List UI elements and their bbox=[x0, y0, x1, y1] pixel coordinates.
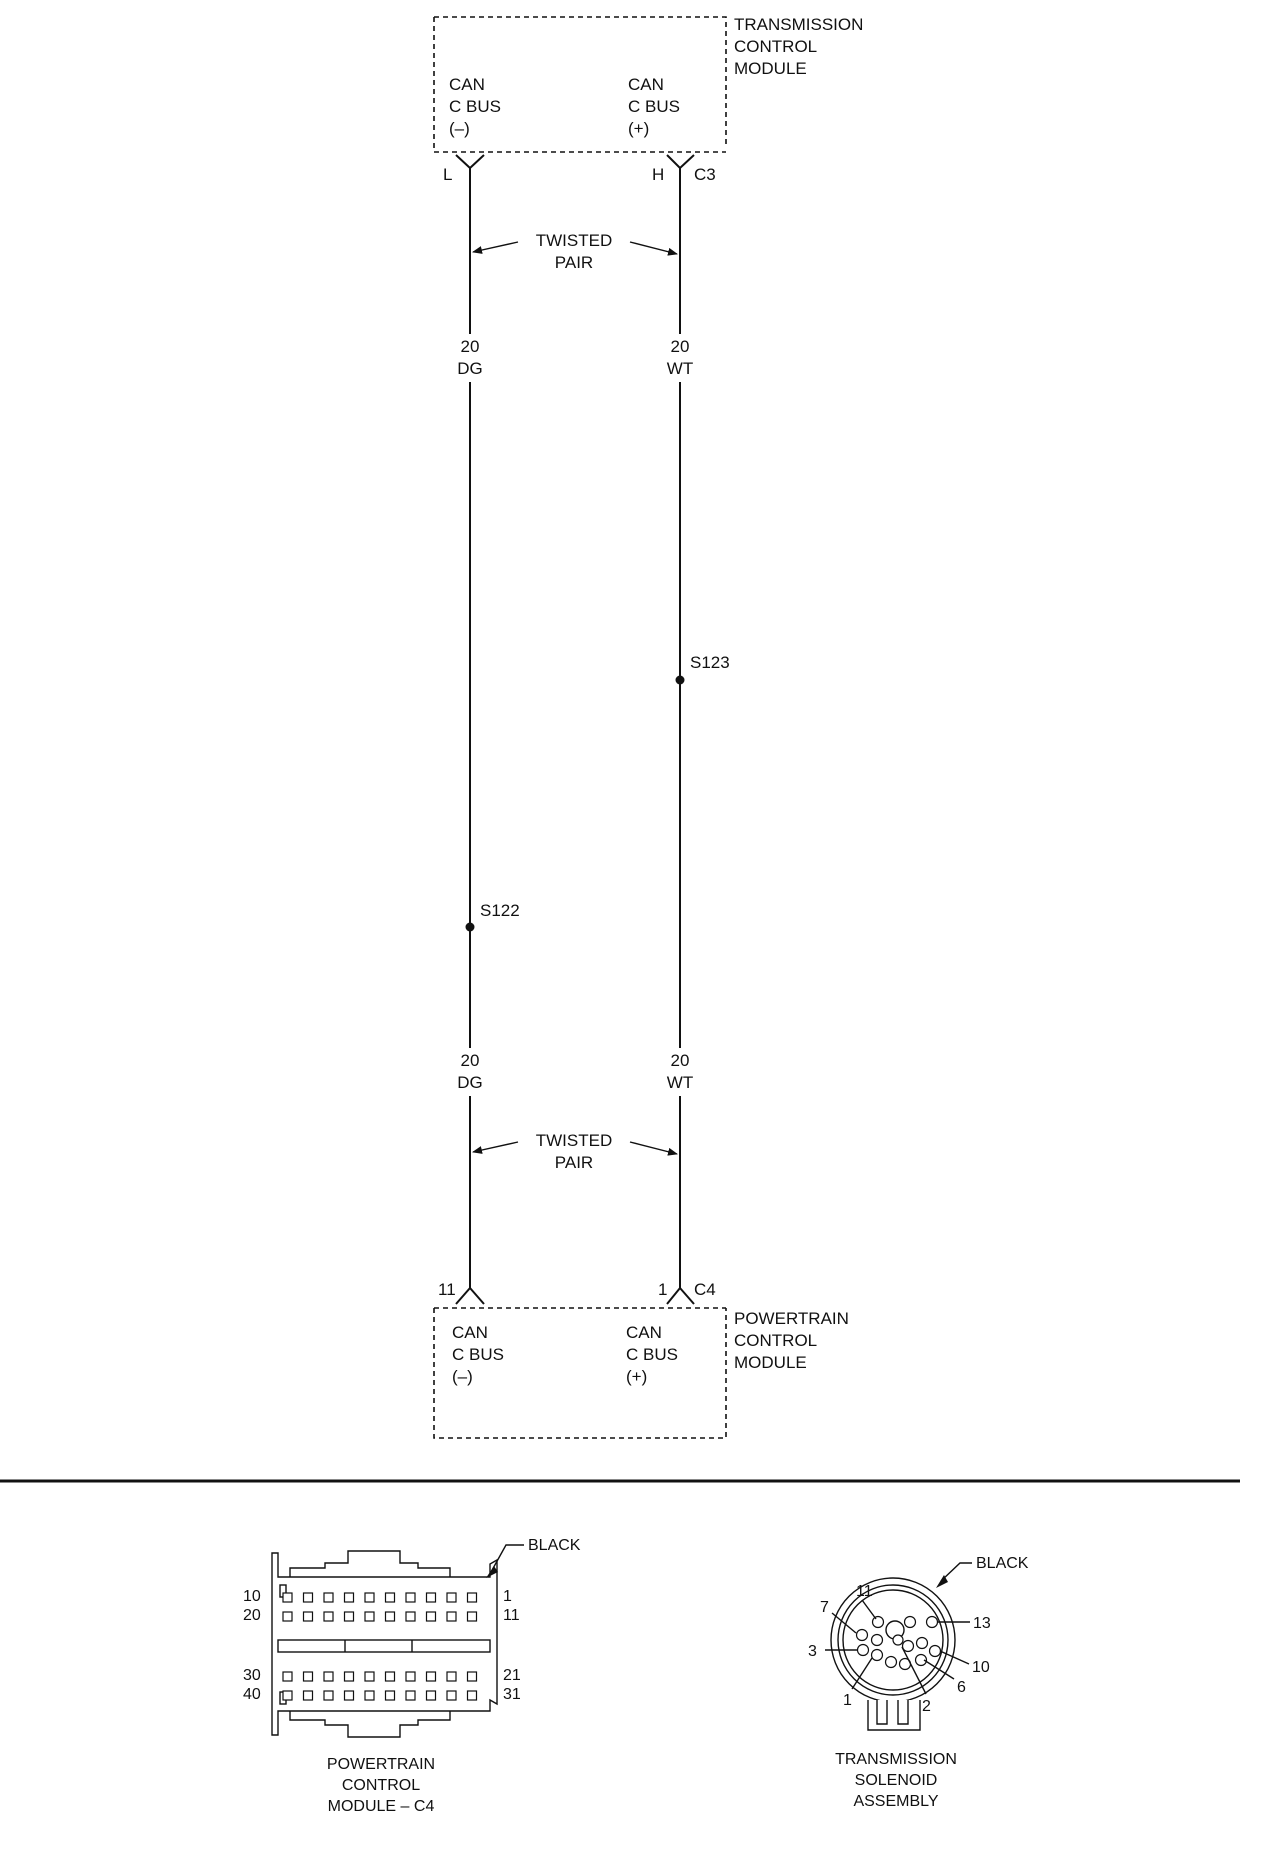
splice-s122-dot bbox=[466, 923, 475, 932]
pcm-c4-pin-cavity bbox=[406, 1691, 415, 1700]
tcm-right-pin-line2: C BUS bbox=[628, 97, 680, 116]
pcm-c4-row-label-10: 10 bbox=[243, 1588, 261, 1605]
twisted-pair-upper-arrow-right bbox=[630, 242, 677, 254]
pcm-c4-color-arrowhead bbox=[486, 1566, 498, 1578]
tcm-right-pin-line1: CAN bbox=[628, 75, 664, 94]
pcm-c4-row-label-40: 40 bbox=[243, 1686, 261, 1703]
pcm-c4-pin-cavity bbox=[324, 1672, 333, 1681]
pcm-name-line2: CONTROL bbox=[734, 1331, 818, 1350]
solenoid-bottom-tab bbox=[868, 1700, 920, 1730]
pcm-c4-pin-cavity bbox=[365, 1672, 374, 1681]
left-wire-gauge-upper: 20 bbox=[460, 337, 480, 356]
pcm-name-line1: POWERTRAIN bbox=[734, 1309, 849, 1328]
pcm-c4-pin-cavity bbox=[427, 1593, 436, 1602]
sol-leader-11 bbox=[862, 1600, 876, 1619]
tcm-right-terminal bbox=[667, 155, 694, 168]
pcm-c4-pin-cavity bbox=[365, 1691, 374, 1700]
pcm-c4-row-label-30: 30 bbox=[243, 1667, 261, 1684]
solenoid-pin-cavity bbox=[872, 1650, 883, 1661]
twisted-pair-upper-line1: TWISTED bbox=[535, 231, 613, 250]
sol-pin-label-10: 10 bbox=[972, 1659, 990, 1676]
sol-pin-label-13: 13 bbox=[973, 1615, 991, 1632]
splice-s123-dot bbox=[676, 676, 685, 685]
sol-caption-line3: ASSEMBLY bbox=[853, 1793, 939, 1810]
sol-pin-label-6: 6 bbox=[957, 1679, 966, 1696]
splice-s122-label: S122 bbox=[480, 901, 520, 920]
tcm-left-terminal bbox=[456, 155, 484, 168]
pcm-c4-pin-cavity bbox=[386, 1612, 395, 1621]
twisted-pair-lower bbox=[473, 1131, 677, 1172]
left-wire-color-upper: DG bbox=[457, 359, 483, 378]
sol-pin-label-1: 1 bbox=[843, 1692, 852, 1709]
pcm-right-pin-line3: (+) bbox=[626, 1367, 648, 1386]
tcm-left-term-label: L bbox=[443, 165, 453, 184]
solenoid-pin-cavity bbox=[917, 1638, 928, 1649]
pcm-c4-pin-cavity bbox=[324, 1612, 333, 1621]
pcm-c4-pin-cavity bbox=[427, 1612, 436, 1621]
pcm-left-pin-line3: (–) bbox=[452, 1367, 473, 1386]
pcm-module bbox=[434, 1280, 849, 1438]
pcm-right-terminal bbox=[667, 1288, 694, 1304]
pcm-c4-pin-cavity bbox=[468, 1593, 477, 1602]
wires bbox=[457, 168, 729, 1288]
pcm-c4-row-label-11: 11 bbox=[503, 1607, 520, 1624]
pcm-c4-pin-cavity bbox=[283, 1612, 292, 1621]
tcm-connector-label: C3 bbox=[694, 165, 716, 184]
pcm-right-term-label: 1 bbox=[658, 1280, 668, 1299]
right-wire-gauge-upper: 20 bbox=[670, 337, 690, 356]
pcm-c4-pin-cavity bbox=[304, 1593, 313, 1602]
pcm-name-line3: MODULE bbox=[734, 1353, 807, 1372]
pcm-c4-pin-cavity bbox=[427, 1691, 436, 1700]
tcm-name-line2: CONTROL bbox=[734, 37, 818, 56]
pcm-c4-pin-cavity bbox=[283, 1593, 292, 1602]
solenoid-pin-cavity bbox=[873, 1617, 884, 1628]
sol-color-label: BLACK bbox=[976, 1555, 1029, 1572]
pcm-c4-row-label-1: 1 bbox=[503, 1588, 512, 1605]
tcm-left-pin-line1: CAN bbox=[449, 75, 485, 94]
twisted-pair-lower-arrow-left bbox=[473, 1142, 518, 1152]
solenoid-pin-cavity bbox=[858, 1645, 869, 1656]
twisted-pair-upper-line2: PAIR bbox=[554, 253, 594, 272]
sol-leader-2 bbox=[902, 1647, 926, 1694]
sol-pin-label-11: 11 bbox=[856, 1583, 873, 1600]
solenoid-pin-filled bbox=[893, 1635, 903, 1645]
twisted-pair-upper bbox=[473, 231, 677, 272]
twisted-pair-lower-line2: PAIR bbox=[554, 1153, 594, 1172]
pcm-left-pin-line1: CAN bbox=[452, 1323, 488, 1342]
right-wire-gauge-lower: 20 bbox=[670, 1051, 690, 1070]
solenoid-pin-cavity bbox=[927, 1617, 938, 1628]
solenoid-pin-cavity bbox=[857, 1630, 868, 1641]
twisted-pair-lower-line1: TWISTED bbox=[535, 1131, 613, 1150]
sol-pin-label-7: 7 bbox=[820, 1599, 829, 1616]
sol-pin-label-3: 3 bbox=[808, 1643, 817, 1660]
pcm-c4-pin-cavity bbox=[447, 1612, 456, 1621]
pcm-c4-pin-cavity bbox=[324, 1593, 333, 1602]
pcm-c4-pin-cavity bbox=[365, 1593, 374, 1602]
solenoid-connector bbox=[808, 1555, 1029, 1810]
twisted-pair-lower-arrow-right bbox=[630, 1142, 677, 1154]
pcm-c4-pin-cavity bbox=[365, 1612, 374, 1621]
pcm-c4-pin-cavity bbox=[447, 1593, 456, 1602]
pcm-c4-pin-cavity bbox=[406, 1672, 415, 1681]
pcm-left-term-label: 11 bbox=[438, 1280, 456, 1299]
pcm-c4-pin-cavity bbox=[283, 1672, 292, 1681]
tcm-right-pin-line3: (+) bbox=[628, 119, 650, 138]
left-wire-gauge-lower: 20 bbox=[460, 1051, 480, 1070]
sol-caption-line2: SOLENOID bbox=[854, 1772, 938, 1789]
pcm-c4-pin-cavity bbox=[468, 1612, 477, 1621]
pcm-right-pin-line2: C BUS bbox=[626, 1345, 678, 1364]
pcm-c4-pin-cavity bbox=[345, 1612, 354, 1621]
pcm-c4-pin-cavity bbox=[386, 1593, 395, 1602]
pcm-c4-row-label-31: 31 bbox=[503, 1686, 521, 1703]
pcm-c4-top-tab bbox=[290, 1551, 450, 1577]
pcm-left-terminal bbox=[456, 1288, 484, 1304]
pcm-c4-pin-cavity bbox=[468, 1672, 477, 1681]
twisted-pair-upper-arrow-left bbox=[473, 242, 518, 252]
solenoid-pin-cavity bbox=[930, 1646, 941, 1657]
pcm-c4-bottom-tab bbox=[290, 1711, 450, 1737]
pcm-c4-pin-cavity bbox=[304, 1612, 313, 1621]
pcm-c4-divider-band bbox=[278, 1640, 490, 1652]
solenoid-pin-cavity bbox=[905, 1617, 916, 1628]
pcm-c4-pin-grid bbox=[283, 1593, 477, 1700]
pcm-c4-connector bbox=[243, 1537, 581, 1815]
solenoid-pin-cavity bbox=[886, 1657, 897, 1668]
tcm-module bbox=[434, 15, 863, 184]
pcm-c4-pin-cavity bbox=[386, 1672, 395, 1681]
pcm-c4-caption-line1: POWERTRAIN bbox=[326, 1756, 436, 1773]
pcm-c4-row-label-20: 20 bbox=[243, 1607, 261, 1624]
sol-caption-line1: TRANSMISSION bbox=[835, 1751, 957, 1768]
pcm-c4-pin-cavity bbox=[345, 1672, 354, 1681]
pcm-c4-color-leader bbox=[491, 1545, 524, 1572]
pcm-c4-pin-cavity bbox=[427, 1672, 436, 1681]
pcm-c4-pin-cavity bbox=[447, 1672, 456, 1681]
pcm-c4-color-label: BLACK bbox=[528, 1537, 581, 1554]
pcm-c4-pin-cavity bbox=[406, 1593, 415, 1602]
sol-pin-label-2: 2 bbox=[922, 1698, 931, 1715]
tcm-name-line1: TRANSMISSION bbox=[734, 15, 864, 34]
pcm-c4-pin-cavity bbox=[283, 1691, 292, 1700]
pcm-c4-pin-cavity bbox=[386, 1691, 395, 1700]
tcm-left-pin-line2: C BUS bbox=[449, 97, 501, 116]
pcm-left-pin-line2: C BUS bbox=[452, 1345, 504, 1364]
tcm-left-pin-line3: (–) bbox=[449, 119, 470, 138]
solenoid-pin-cavity bbox=[872, 1635, 883, 1646]
pcm-c4-pin-cavity bbox=[447, 1691, 456, 1700]
splice-s123-label: S123 bbox=[690, 653, 730, 672]
pcm-c4-body bbox=[272, 1553, 497, 1735]
pcm-c4-pin-cavity bbox=[406, 1612, 415, 1621]
pcm-connector-label: C4 bbox=[694, 1280, 716, 1299]
pcm-right-pin-line1: CAN bbox=[626, 1323, 662, 1342]
pcm-c4-pin-cavity bbox=[324, 1691, 333, 1700]
pcm-c4-pin-cavity bbox=[304, 1691, 313, 1700]
tcm-right-term-label: H bbox=[652, 165, 665, 184]
right-wire-color-lower: WT bbox=[666, 1073, 694, 1092]
pcm-c4-pin-cavity bbox=[304, 1672, 313, 1681]
pcm-c4-pin-cavity bbox=[345, 1691, 354, 1700]
tcm-name-line3: MODULE bbox=[734, 59, 807, 78]
pcm-c4-caption-line3: MODULE – C4 bbox=[327, 1798, 435, 1815]
pcm-c4-pin-cavity bbox=[345, 1593, 354, 1602]
sol-leader-10 bbox=[940, 1651, 969, 1664]
pcm-c4-row-label-21: 21 bbox=[503, 1667, 521, 1684]
left-wire-color-lower: DG bbox=[457, 1073, 483, 1092]
right-wire-color-upper: WT bbox=[666, 359, 694, 378]
pcm-c4-pin-cavity bbox=[468, 1691, 477, 1700]
pcm-c4-caption-line2: CONTROL bbox=[341, 1777, 421, 1794]
